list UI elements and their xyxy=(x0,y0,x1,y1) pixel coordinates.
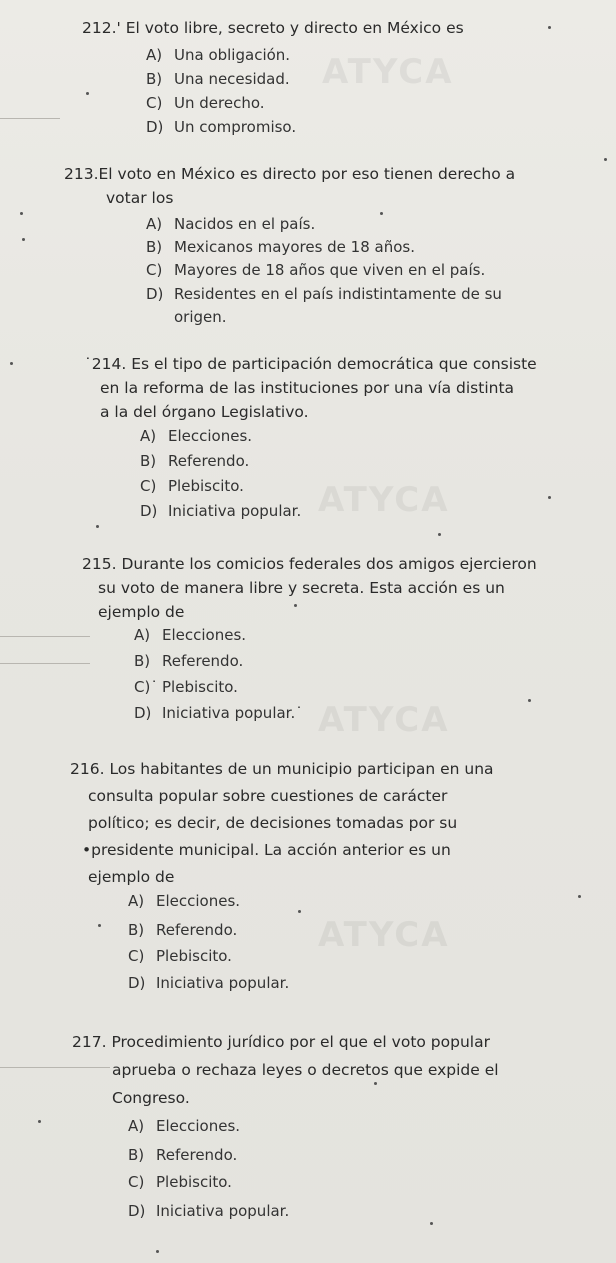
question-214 xyxy=(84,352,537,424)
speck xyxy=(380,212,383,215)
question-stem-line: ejemplo de xyxy=(88,868,175,886)
speck xyxy=(20,212,23,215)
option-214-d: D) Iniciativa popular. xyxy=(140,502,302,520)
speck xyxy=(96,525,99,528)
question-stem-line: 215. Durante los comicios federales dos amigos ejercieron xyxy=(82,555,537,573)
question-215 xyxy=(82,552,537,624)
option-214-b: B) Referendo. xyxy=(140,452,250,470)
option-215-a: A) Elecciones. xyxy=(134,626,247,644)
question-stem-line: en la reforma de las instituciones por una vía distinta xyxy=(100,379,515,397)
question-stem-line: •presidente municipal. La acción anterior es un xyxy=(82,841,451,859)
option-213-d: D) Residentes en el país indistintamente de su xyxy=(146,285,502,303)
question-stem-line: a la del órgano Legislativo. xyxy=(100,403,309,421)
option-213-c: C) Mayores de 18 años que viven en el país. xyxy=(146,261,486,279)
speck xyxy=(548,496,551,499)
speck xyxy=(98,924,101,927)
option-213-d-cont: origen. xyxy=(174,308,227,326)
option-213-a: A) Nacidos en el país. xyxy=(146,215,316,233)
margin-line xyxy=(0,663,90,664)
option-215-c: C)˙ Plebiscito. xyxy=(134,678,238,696)
speck xyxy=(298,910,301,913)
watermark: ATYCA xyxy=(322,52,454,92)
question-stem-line: ejemplo de xyxy=(98,603,185,621)
option-217-a: A) Elecciones. xyxy=(128,1117,241,1135)
option-216-b: B) Referendo. xyxy=(128,921,238,939)
question-stem-line: su voto de manera libre y secreta. Esta acción es un xyxy=(98,579,505,597)
question-stem-line: 216. Los habitantes de un municipio participan en una xyxy=(70,760,494,778)
option-215-d: D) Iniciativa popular.˙ xyxy=(134,704,303,722)
question-stem-line: político; es decir, de decisiones tomadas por su xyxy=(88,814,458,832)
question-stem-line: 217. Procedimiento jurídico por el que el voto popular xyxy=(72,1033,490,1051)
option-217-b: B) Referendo. xyxy=(128,1146,238,1164)
speck xyxy=(22,238,25,241)
speck xyxy=(156,1250,159,1253)
option-217-d: D) Iniciativa popular. xyxy=(128,1202,290,1220)
speck xyxy=(38,1120,41,1123)
speck xyxy=(86,92,89,95)
option-215-b: B) Referendo. xyxy=(134,652,244,670)
speck xyxy=(578,895,581,898)
option-212-b: B) Una necesidad. xyxy=(146,70,290,88)
question-212 xyxy=(82,16,464,40)
question-stem-line: Congreso. xyxy=(112,1089,190,1107)
option-216-a: A) Elecciones. xyxy=(128,892,241,910)
question-stem-line: ˙214. Es el tipo de participación democrática que consiste xyxy=(84,355,537,373)
option-213-b: B) Mexicanos mayores de 18 años. xyxy=(146,238,415,256)
option-216-d: D) Iniciativa popular. xyxy=(128,974,290,992)
question-213 xyxy=(64,162,515,210)
speck xyxy=(604,158,607,161)
question-217 xyxy=(72,1028,499,1112)
question-stem: 212.' El voto libre, secreto y directo en México es xyxy=(82,19,464,37)
watermark: ATYCA xyxy=(318,700,450,740)
speck xyxy=(430,1222,433,1225)
speck xyxy=(548,26,551,29)
option-212-c: C) Un derecho. xyxy=(146,94,265,112)
option-216-c: C) Plebiscito. xyxy=(128,947,232,965)
question-stem-line: consulta popular sobre cuestiones de carácter xyxy=(88,787,448,805)
speck xyxy=(528,699,531,702)
question-stem-line: 213.El voto en México es directo por eso tienen derecho a xyxy=(64,165,516,183)
option-217-c: C) Plebiscito. xyxy=(128,1173,232,1191)
margin-line xyxy=(0,636,90,637)
speck xyxy=(10,362,13,365)
margin-line xyxy=(0,118,60,119)
option-214-a: A) Elecciones. xyxy=(140,427,253,445)
question-stem-line: votar los xyxy=(106,189,174,207)
option-214-c: C) Plebiscito. xyxy=(140,477,244,495)
question-216 xyxy=(70,756,590,891)
option-212-d: D) Un compromiso. xyxy=(146,118,297,136)
speck xyxy=(438,533,441,536)
watermark: ATYCA xyxy=(318,480,450,520)
watermark: ATYCA xyxy=(318,915,450,955)
question-stem-line: aprueba o rechaza leyes o decretos que expide el xyxy=(112,1061,499,1079)
option-212-a: A) Una obligación. xyxy=(146,46,291,64)
